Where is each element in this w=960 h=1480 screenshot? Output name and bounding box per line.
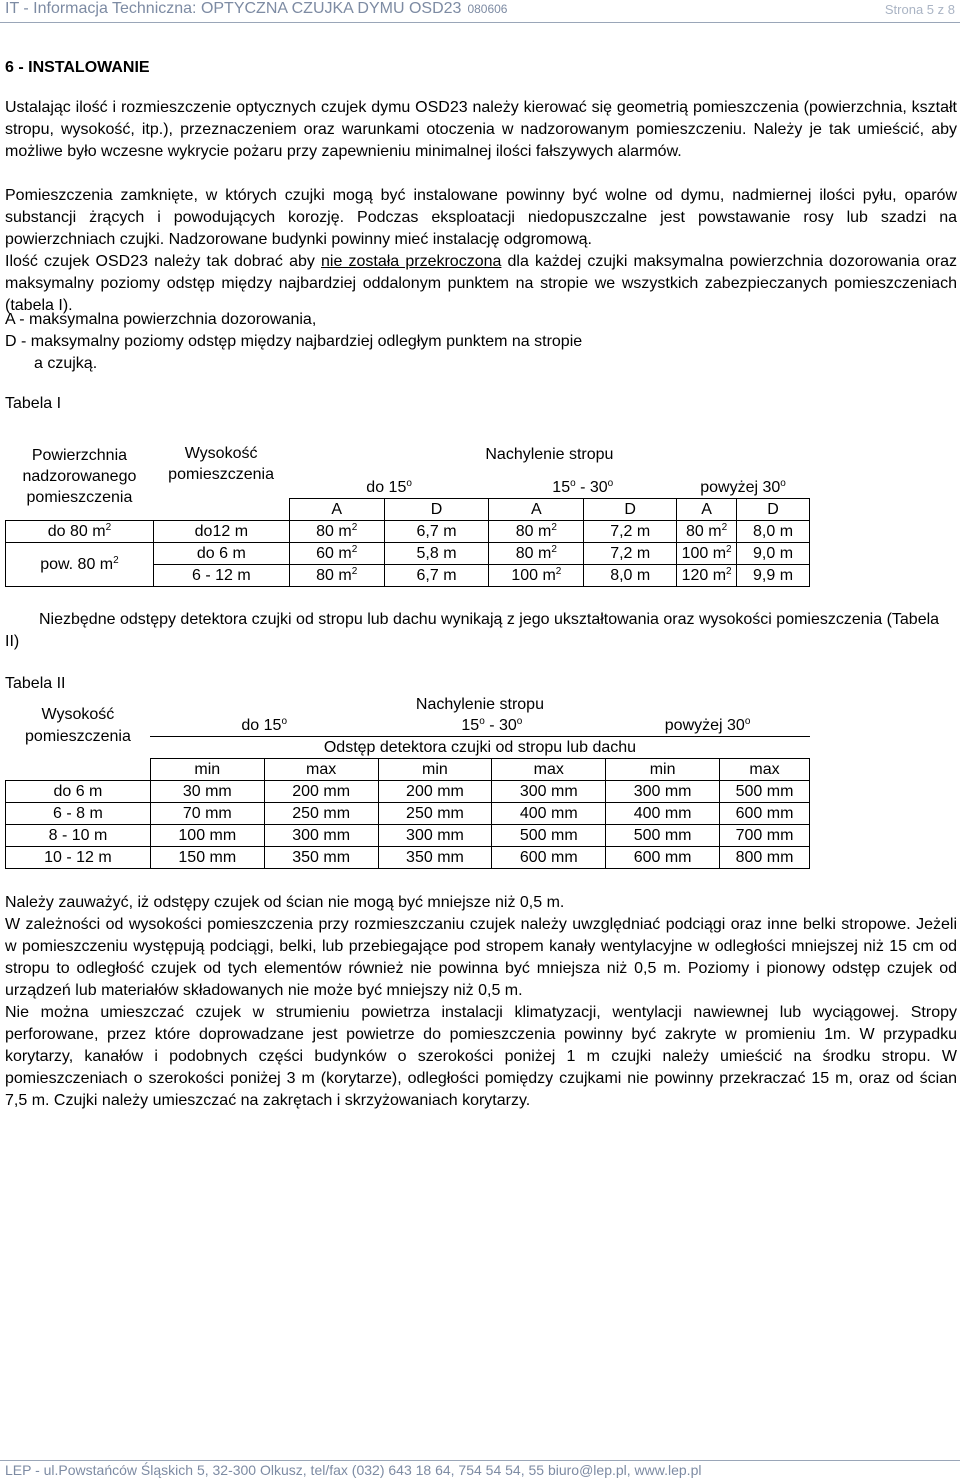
table2-cell: 150 mm (150, 847, 264, 869)
definition-a: A - maksymalna powierzchnia dozorowania, (5, 311, 317, 328)
table1-header-area: Powierzchnia nadzorowanego pomieszczenia (22, 447, 137, 506)
table-row (6, 543, 810, 565)
table2-cell: 200 mm (378, 781, 492, 803)
table1-col-d: D (737, 499, 810, 521)
table1-cell: 9,9 m (737, 565, 810, 587)
table1-cell: do12 m (153, 521, 289, 543)
table2-col-max: max (492, 759, 606, 781)
document-title: IT - Informacja Techniczna: OPTYCZNA CZUJKA DYMU OSD23 080606 (5, 0, 508, 17)
page-header (0, 0, 960, 23)
table1-cell: 120 $m^2$ (677, 565, 737, 587)
table2-empty-cell (6, 759, 151, 781)
table2-cell: 70 mm (150, 803, 264, 825)
table1-cell: 80 $m^2$ (489, 521, 584, 543)
table1-cell: 8,0 m (737, 521, 810, 543)
table-row (6, 803, 810, 825)
paragraph-intro: Ustalając ilość i rozmieszczenie optycznych czujek dymu OSD23 należy kierować się geometrią pomieszczenia (powierzchnia, kształt stropu, wysokość, itp.), przeznaczeniem oraz warunkami otoczenia w nadzorowanym pomieszczeniu. Należy je tak umieścić, aby możliwe było wczesne wykrycie pożaru przy zapewnieniu minimalnej ilości fałszywych alarmów. (5, 99, 957, 160)
table1-cell: do 6 m (153, 543, 289, 565)
paragraph-guidelines: Należy zauważyć, iż odstępy czujek od ścian nie mogą być mniejsze niż 0,5 m. W zależności od wysokości pomieszczenia przy rozmieszczaniu czujek należy uwzględniać podciągi oraz inne belki stropowe. Jeżeli w pomieszczeniu występują podciągi, belki, lub przebiegające pod stropem kanały wentylacyjne w odległości mniejszej niż 15 cm od stropu to odległość czujek od tych elementów również nie powinna być mniejsza niż 0,5 m. Poziomy i pionowy odstęp czujek od urządzeń lub materiałów składowanych nie może być mniejszy niż 0,5 m. Nie można umieszczać czujek w strumieniu powietrza instalacji klimatyzacji, wentylacji nawiewnej lub wyciągowej. Stropy perforowane, przez które doprowadzane jest powietrze do pomieszczenia powinny być zakryte w promieniu 1m. W przypadku korytarzy, kanałów i podobnych części budynków o szerokości poniżej 1 m czujki należy umieścić na środku stropu. W pomieszczeniach o szerokości poniżej 3 m (korytarze), odległości pomiędzy czujkami nie powinny przekraczać 15 m, oraz od ścian 7,5 m. Czujki należy umieszczać na zakrętach i skrzyżowaniach korytarzy. (5, 894, 957, 1109)
table1-col-a: A (489, 499, 584, 521)
table2-cell: 300 mm (264, 825, 378, 847)
table-row (6, 781, 810, 803)
table2-cell: 400 mm (492, 803, 606, 825)
table1-cell: 6,7 m (384, 521, 489, 543)
table2-col-max: max (720, 759, 810, 781)
table2-cell: 300 mm (492, 781, 606, 803)
table2-cell: 600 mm (720, 803, 810, 825)
table2-cell: 250 mm (264, 803, 378, 825)
table2-col-max: max (264, 759, 378, 781)
table1-cell: 9,0 m (737, 543, 810, 565)
table2-slope-1: do 15$^o$ (150, 715, 378, 737)
paragraph-conditions: Pomieszczenia zamknięte, w których czujki mogą być instalowane powinny być wolne od dymu, nadmiernej ilości pyłu, oparów substancji żrących i powodujących korozję. Podczas eksploatacji niedopuszczalne jest powstawanie rosy lub szadzi na powierzchniach czujki. Nadzorowane budynki powinny mieć instalację odgromową. (5, 187, 957, 248)
paragraph-distances: Niezbędne odstępy detektora czujki od stropu lub dachu wynikają z jego ukształtowania oraz wysokości pomieszczenia (Tabela II) (5, 611, 940, 650)
table1-slope-3: powyżej 30$^o$ (677, 477, 810, 499)
table2-header-distance: Odstęp detektora czujki od stropu lub dachu (150, 737, 809, 759)
table2-cell: 500 mm (492, 825, 606, 847)
table1-cell: 80 $m^2$ (289, 521, 384, 543)
table2-cell: 500 mm (606, 825, 720, 847)
table2-cell: 300 mm (606, 781, 720, 803)
table2-cell: 350 mm (378, 847, 492, 869)
table-row (6, 847, 810, 869)
table1-slope-2: 15$^o$ - 30$^o$ (489, 477, 677, 499)
table1-col-a: A (289, 499, 384, 521)
page-footer (0, 1460, 960, 1478)
table1-header-height: Wysokość pomieszczenia (168, 445, 274, 483)
section-title: 6 - INSTALOWANIE (5, 59, 150, 76)
table2-slope-3: powyżej 30$^o$ (606, 715, 810, 737)
table2-cell: 6 - 8 m (6, 803, 151, 825)
table1-cell: 60 $m^2$ (289, 543, 384, 565)
table2-cell: 500 mm (720, 781, 810, 803)
table2-cell: 200 mm (264, 781, 378, 803)
table1-cell: 6 - 12 m (153, 565, 289, 587)
table1-cell: 80 $m^2$ (489, 543, 584, 565)
table1-cell: do 80 $m^2$ (6, 521, 154, 543)
table1-col-d: D (384, 499, 489, 521)
table1-cell: pow. 80 $m^2$ (6, 543, 154, 587)
table2-header-slope: Nachylenie stropu (415, 695, 544, 713)
definition-d: D - maksymalny poziomy odstęp między najbardziej odległym punktem na stropie (5, 333, 583, 350)
table1-cell: 80 $m^2$ (677, 521, 737, 543)
table1-cell: 8,0 m (584, 565, 677, 587)
table2 (5, 694, 810, 869)
table2-cell: do 6 m (6, 781, 151, 803)
table2-slope-2: 15$^o$ - 30$^o$ (378, 715, 606, 737)
table2-cell: 300 mm (378, 825, 492, 847)
paragraph-quantity: Ilość czujek OSD23 należy tak dobrać aby nie została przekroczona dla każdej czujki maksymalna powierzchnia dozorowania oraz maksymalny poziomy odstęp między najbardziej oddalonym punktem na stropie we wszystkich zabezpieczanych pomieszczeniach (tabela I). (5, 253, 958, 314)
table1-slope-1: do 15$^o$ (289, 477, 489, 499)
table2-cell: 400 mm (606, 803, 720, 825)
table2-col-min: min (378, 759, 492, 781)
page-number: Strona 5 z 8 (884, 2, 955, 17)
definition-d-continued: a czujką. (34, 355, 98, 372)
table1-cell: 100 $m^2$ (677, 543, 737, 565)
table2-col-min: min (150, 759, 264, 781)
table2-cell: 600 mm (606, 847, 720, 869)
table1-cell: 7,2 m (584, 543, 677, 565)
table1-header-slope: Nachylenie stropu (485, 446, 614, 463)
table1-cell: 100 $m^2$ (489, 565, 584, 587)
table2-cell: 10 - 12 m (6, 847, 151, 869)
table2-cell: 30 mm (150, 781, 264, 803)
table2-cell: 350 mm (264, 847, 378, 869)
table2-cell: 100 mm (150, 825, 264, 847)
underlined-text: nie została przekroczona (321, 253, 502, 270)
table1-cell: 7,2 m (584, 521, 677, 543)
footer-contact: LEP - ul.Powstańców Śląskich 5, 32-300 Olkusz, tel/fax (032) 643 18 64, 754 54 54, 55 biuro@lep.pl, www.lep.pl (5, 1462, 702, 1478)
table1 (5, 433, 810, 587)
table1-col-a: A (677, 499, 737, 521)
table2-cell: 700 mm (720, 825, 810, 847)
table1-col-d: D (584, 499, 677, 521)
table2-cell: 600 mm (492, 847, 606, 869)
table2-col-min: min (606, 759, 720, 781)
table1-cell: 80 $m^2$ (289, 565, 384, 587)
table1-caption: Tabela I (5, 395, 62, 412)
table-row (6, 825, 810, 847)
table2-cell: 800 mm (720, 847, 810, 869)
table2-header-height: Wysokość pomieszczenia (25, 706, 131, 746)
table2-caption: Tabela II (5, 675, 66, 692)
table2-cell: 250 mm (378, 803, 492, 825)
table-row (6, 521, 810, 543)
table1-cell: 5,8 m (384, 543, 489, 565)
document-code: 080606 (467, 2, 508, 16)
table2-cell: 8 - 10 m (6, 825, 151, 847)
table1-cell: 6,7 m (384, 565, 489, 587)
